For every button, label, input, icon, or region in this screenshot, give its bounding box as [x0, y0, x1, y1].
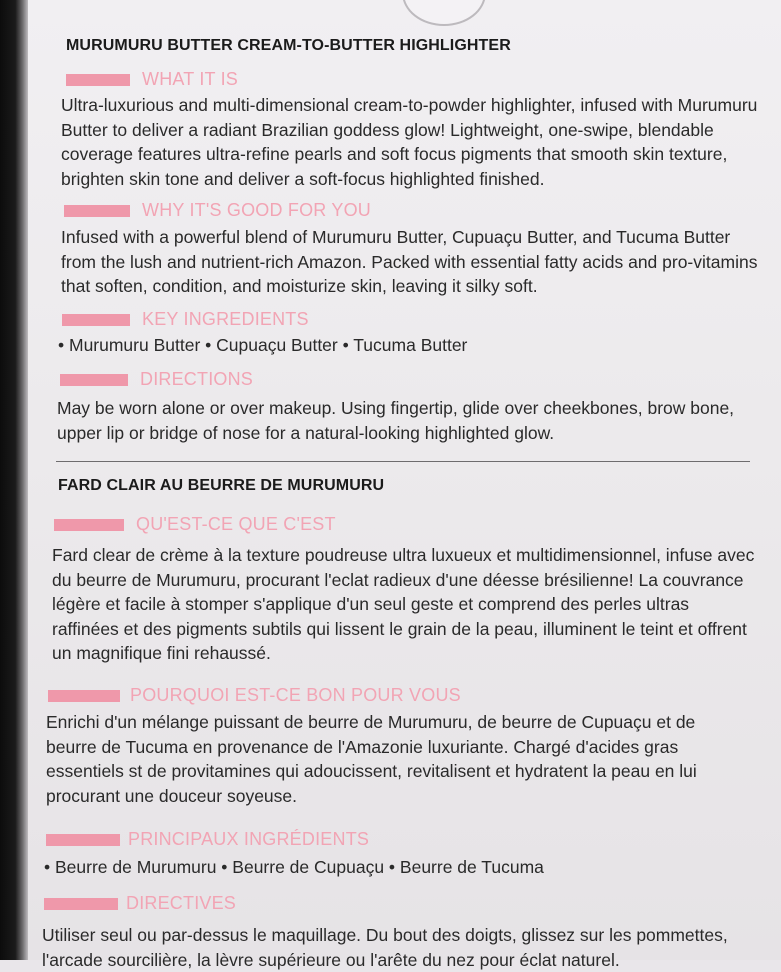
- principaux-heading-label: PRINCIPAUX INGRÉDIENTS: [128, 829, 370, 849]
- why-good-text: Infused with a powerful blend of Murumuru Butter, Cupuaçu Butter, and Tucuma Butter from the lush and nutrient-rich Amazon. Packed with essential fatty acids and pro-vitamins that soften, condition, and moisturize skin, leaving it silky soft.: [61, 227, 758, 296]
- pink-bar-icon: [54, 519, 124, 531]
- french-title: FARD CLAIR AU BEURRE DE MURUMURU: [58, 477, 385, 494]
- directives-text: Utiliser seul ou par-dessus le maquillage. Du bout des doigts, glissez sur les pommettes, l'arcade sourcilière, la lèvre supérieure ou l'arête du nez pour éclat naturel.: [42, 925, 728, 970]
- directions-text: May be worn alone or over makeup. Using fingertip, glide over cheekbones, brow bone, upper lip or bridge of nose for a natural-looking highlighted glow.: [57, 398, 735, 443]
- key-ingredients-text: • Murumuru Butter • Cupuaçu Butter • Tucuma Butter: [58, 335, 468, 355]
- pink-bar-icon: [46, 834, 120, 846]
- section-divider: [56, 461, 750, 462]
- quest-ce-text: Fard clear de crème à la texture poudreuse ultra luxueux et multidimensionnel, infuse avec du beurre de Murumuru, procurant l'eclat radieux d'une déesse brésilienne! La couvrance légère et facile à stomper s'applique d'un seul geste et comprend des perles ultras raffinées et des pigments subtils qui lissent le grain de la peau, illuminent le teint et offrent un magnifique fini rehaussé.: [52, 545, 755, 663]
- directions-heading-label: DIRECTIONS: [140, 369, 254, 389]
- pourquoi-text: Enrichi d'un mélange puissant de beurre de Murumuru, de beurre de Cupuaçu et de beurre de Tucuma en provenance de l'Amazonie luxuriante. Chargé d'acides gras essentiels st de provitamines qui adoucissent, revitalisent et hydratent la peau en lui procurant une douceur soyeuse.: [46, 712, 697, 806]
- pink-bar-icon: [64, 205, 130, 217]
- pink-bar-icon: [48, 690, 120, 702]
- key-ingredients-heading-label: KEY INGREDIENTS: [142, 309, 309, 329]
- pourquoi-heading-label: POURQUOI EST-CE BON POUR VOUS: [130, 685, 461, 705]
- product-box-panel: [28, 0, 781, 970]
- box-left-edge-shadow: [0, 0, 28, 960]
- what-it-is-text: Ultra-luxurious and multi-dimensional cream-to-powder highlighter, infused with Murumuru Butter to deliver a radiant Brazilian goddess glow! Lightweight, one-swipe, blendable coverage features ultra-refine pearls and soft focus pigments that smooth skin texture, brighten skin tone and deliver a soft-focus highlighted finished.: [61, 95, 758, 189]
- quest-ce-heading-label: QU'EST-CE QUE C'EST: [136, 514, 336, 534]
- principaux-text: • Beurre de Murumuru • Beurre de Cupuaçu • Beurre de Tucuma: [44, 857, 544, 877]
- pink-bar-icon: [66, 74, 130, 86]
- pink-bar-icon: [60, 374, 128, 386]
- what-it-is-heading-label: WHAT IT IS: [142, 69, 239, 89]
- hang-tab-notch: [402, 0, 486, 26]
- directives-heading-label: DIRECTIVES: [126, 893, 237, 913]
- pink-bar-icon: [44, 898, 118, 910]
- english-title: MURUMURU BUTTER CREAM-TO-BUTTER HIGHLIGHTER: [66, 37, 511, 54]
- why-good-heading-label: WHY IT'S GOOD FOR YOU: [142, 200, 371, 220]
- pink-bar-icon: [62, 314, 130, 326]
